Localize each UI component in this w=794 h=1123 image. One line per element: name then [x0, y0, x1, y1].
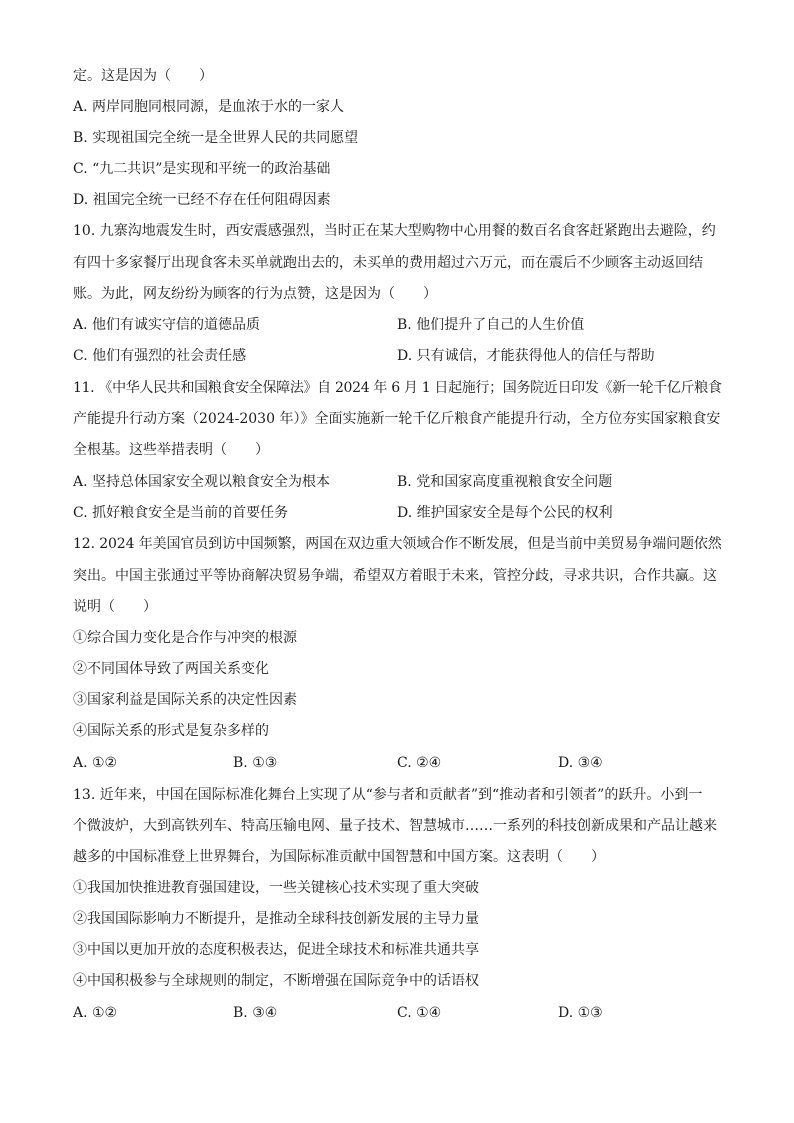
q11-stem-line-2: 产能提升行动方案（2024-2030 年）》全面实施新一轮千亿斤粮食产能提升行动，全方位夯实国家粮食安	[73, 411, 721, 427]
q10-option-c: C. 他们有强烈的社会责任感	[73, 348, 247, 364]
q13-option-b: B. ③④	[233, 1005, 278, 1021]
q12-item-4: ④国际关系的形式是复杂多样的	[73, 723, 269, 739]
q9-option-d: D. 祖国完全统一已经不存在任何阻碍因素	[73, 192, 331, 208]
q13-item-1: ①我国加快推进教育强国建设，一些关键核心技术实现了重大突破	[73, 880, 479, 896]
q12-item-2: ②不同国体导致了两国关系变化	[73, 661, 269, 677]
q11-stem-line-1: 11. 《中华人民共和国粮食安全保障法》自 2024 年 6 月 1 日起施行；国务院近日印发《新一轮千亿斤粮食	[73, 380, 722, 396]
q12-item-3: ③国家利益是国际关系的决定性因素	[73, 692, 297, 708]
q9-option-a: A. 两岸同胞同根同源，是血浓于水的一家人	[73, 99, 345, 115]
q9-stem-tail: 定。这是因为（ ）	[73, 68, 213, 84]
q9-option-b: B. 实现祖国完全统一是全世界人民的共同愿望	[73, 130, 359, 146]
q10-stem-line-2: 有四十多家餐厅出现食客未买单就跑出去的，未买单的费用超过六万元，而在震后不少顾客主动返回结	[73, 255, 703, 271]
q12-stem-line-1: 12. 2024 年美国官员到访中国频繁，两国在双边重大领域合作不断发展，但是当前中美贸易争端问题依然	[73, 536, 722, 552]
q13-option-a: A. ①②	[73, 1005, 118, 1021]
q10-option-a: A. 他们有诚实守信的道德品质	[73, 317, 261, 333]
q12-option-c: C. ②④	[397, 755, 442, 771]
q12-option-d: D. ③④	[558, 755, 603, 771]
q13-item-4: ④中国积极参与全球规则的制定，不断增强在国际竞争中的话语权	[73, 973, 479, 989]
q10-option-d: D. 只有诚信，才能获得他人的信任与帮助	[397, 348, 655, 364]
q13-item-3: ③中国以更加开放的态度积极表达，促进全球技术和标准共通共享	[73, 942, 479, 958]
q10-option-b: B. 他们提升了自己的人生价值	[397, 317, 585, 333]
q12-stem-line-3: 说明（ ）	[73, 599, 157, 615]
q13-item-2: ②我国国际影响力不断提升，是推动全球科技创新发展的主导力量	[73, 911, 479, 927]
q12-item-1: ①综合国力变化是合作与冲突的根源	[73, 630, 297, 646]
q13-option-d: D. ①③	[558, 1005, 603, 1021]
q11-option-b: B. 党和国家高度重视粮食安全问题	[397, 474, 613, 490]
q12-stem-line-2: 突出。中国主张通过平等协商解决贸易争端，希望双方着眼于未来，管控分歧，寻求共识，合作共赢。这	[73, 568, 717, 584]
q12-option-b: B. ①③	[233, 755, 278, 771]
q11-option-c: C. 抓好粮食安全是当前的首要任务	[73, 505, 289, 521]
q11-stem-line-3: 全根基。这些举措表明（ ）	[73, 442, 269, 458]
q11-option-d: D. 维护国家安全是每个公民的权利	[397, 505, 613, 521]
q13-stem-line-3: 越多的中国标准登上世界舞台，为国际标准贡献中国智慧和中国方案。这表明（ ）	[73, 849, 605, 865]
q13-option-c: C. ①④	[397, 1005, 442, 1021]
q13-stem-line-2: 个微波炉，大到高铁列车、特高压输电网、量子技术、智慧城市……一系列的科技创新成果和产品让越来	[73, 818, 717, 834]
q13-stem-line-1: 13. 近年来，中国在国际标准化舞台上实现了从“参与者和贡献者”到“推动者和引领者”的跃升。小到一	[73, 787, 703, 803]
q10-stem-line-3: 账。为此，网友纷纷为顾客的行为点赞，这是因为（ ）	[73, 286, 437, 302]
q12-option-a: A. ①②	[73, 755, 118, 771]
q9-option-c: C. “九二共识”是实现和平统一的政治基础	[73, 161, 331, 177]
q10-stem-line-1: 10. 九寨沟地震发生时，西安震感强烈，当时正在某大型购物中心用餐的数百名食客赶紧跑出去避险，约	[73, 223, 716, 239]
q11-option-a: A. 坚持总体国家安全观以粮食安全为根本	[73, 474, 331, 490]
